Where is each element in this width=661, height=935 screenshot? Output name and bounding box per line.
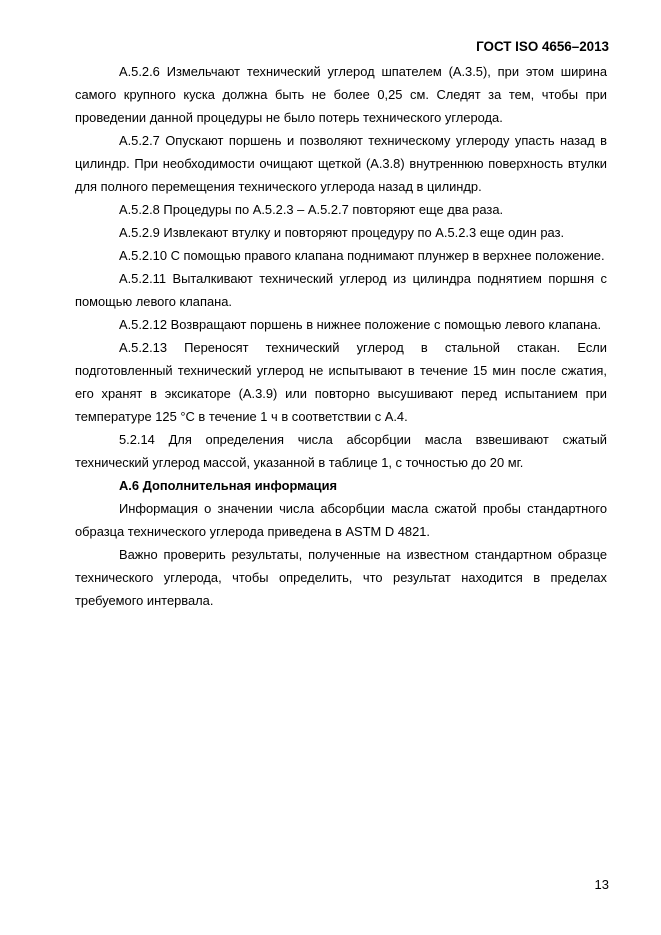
paragraph-a-5-2-12: А.5.2.12 Возвращают поршень в нижнее положение с помощью левого клапана.	[119, 317, 602, 332]
page-number: 13	[594, 877, 609, 892]
page-body	[75, 60, 607, 612]
paragraph-a-5-2-10: А.5.2.10 С помощью правого клапана поднимают плунжер в верхнее положение.	[119, 248, 605, 263]
document-header: ГОСТ ISO 4656–2013	[476, 39, 609, 54]
paragraph-a-5-2-6: А.5.2.6 Измельчают технический углерод шпателем (А.3.5), при этом ширина самого крупного куска должна быть не более 0,25 см. Следят за тем, чтобы при проведении данной процедуры не было потерь технического углерода.	[75, 64, 607, 125]
paragraph-a-5-2-9: А.5.2.9 Извлекают втулку и повторяют процедуру по А.5.2.3 еще один раз.	[119, 225, 565, 240]
section-paragraph-astm: Информация о значении числа абсорбции масла сжатой пробы стандартного образца технического углерода приведена в ASTM D 4821.	[75, 501, 607, 539]
section-heading-a-6: А.6 Дополнительная информация	[119, 478, 338, 493]
paragraph-5-2-14: 5.2.14 Для определения числа абсорбции масла взвешивают сжатый технический углерод массой, указанной в таблице 1, с точностью до 20 мг.	[75, 432, 607, 470]
paragraph-a-5-2-8: А.5.2.8 Процедуры по А.5.2.3 – А.5.2.7 повторяют еще два раза.	[119, 202, 504, 217]
paragraph-a-5-2-11: А.5.2.11 Выталкивают технический углерод из цилиндра поднятием поршня с помощью левого клапана.	[75, 271, 607, 309]
paragraph-a-5-2-13: А.5.2.13 Переносят технический углерод в стальной стакан. Если подготовленный технический углерод не испытывают в течение 15 мин после сжатия, его хранят в эксикаторе (А.3.9) или повторно высушивают перед испытанием при температуре 125 °С в течение 1 ч в соответствии с А.4.	[75, 340, 607, 424]
section-paragraph-verify: Важно проверить результаты, полученные на известном стандартном образце технического углерода, чтобы определить, что результат находится в пределах требуемого интервала.	[75, 547, 607, 608]
paragraph-a-5-2-7: А.5.2.7 Опускают поршень и позволяют техническому углероду упасть назад в цилиндр. При необходимости очищают щеткой (А.3.8) внутреннюю поверхность втулки для полного перемещения технического углерода назад в цилиндр.	[75, 133, 607, 194]
